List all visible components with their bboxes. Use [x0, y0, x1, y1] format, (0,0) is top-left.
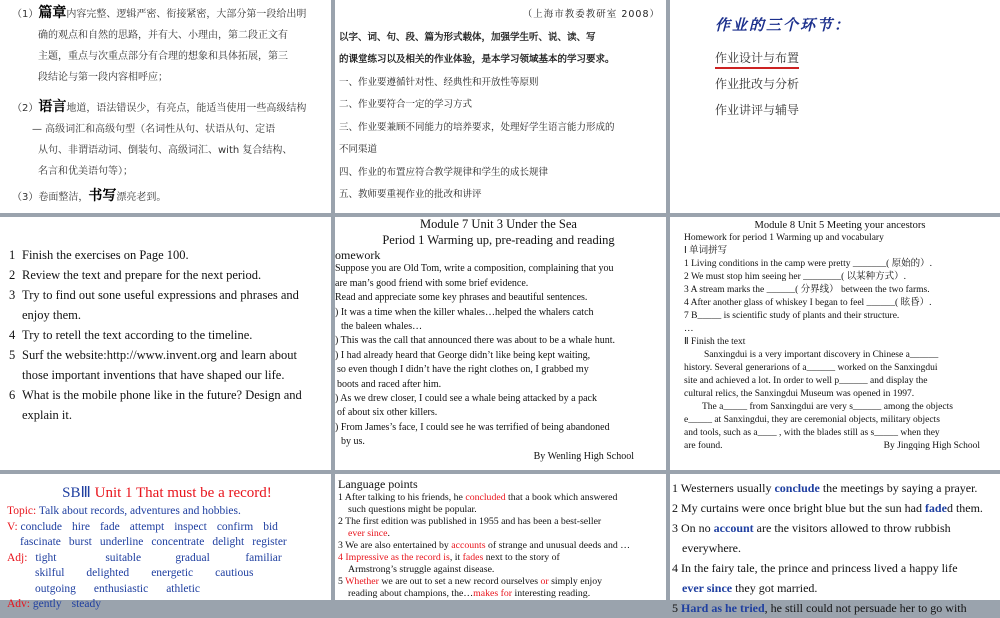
list-item: 2 Review the text and prepare for the next period. [9, 268, 262, 282]
slide-language-points: Language points 1 After talking to his friends, he concluded that a book which answered such questions might be popular. 2 The first edition was published in 1955 and has been a best-seller ever since. 3 We are also entertained by accounts of strange and unusual deeds and … 4 Impressive as the record is, it fades next to the story of Armstrong’s struggle against disease. 5 Whether we are out to set a new record ourselves or simply enjoy reading about champions, the…makes for interesting reading. [335, 474, 666, 600]
criteria-item-2: （2）语言地道，语法错误少，有亮点，能适当使用一些高级结构 [12, 99, 307, 115]
slide-subtitle: Homework for period 1 Warming up and vocabulary [684, 233, 884, 243]
sentence-item: 5 Hard as he tried, he still could not persuade her to go with [672, 601, 967, 615]
exercise-item: 7 B_____ is scientific study of plants and their structure. [684, 311, 900, 321]
stage-item: 作业设计与布置 [715, 45, 1000, 71]
list-item: 6 What is the mobile phone like in the future? Design and explain it. [9, 388, 302, 422]
criteria-item-1: （1）篇章内容完整、逻辑严密、衔接紧密，大部分第一段给出明 [12, 5, 307, 21]
slide-title: Module 7 Unit 3 Under the Sea [420, 217, 577, 231]
sentence-item: 1 Westerners usually conclude the meetings by saying a prayer. [672, 481, 978, 495]
list-item: 4 Try to retell the text according to the timeline. [9, 328, 253, 342]
slide-unit1-vocabulary: SBⅢ Unit 1 That must be a record! Topic: Talk about records, adventures and hobbies. V: conclude hire fade attempt inspect confirm bid fascinate burst underline concentrate delight register Adj: tight suitable gradual familiar skilful delighted energetic cautious outgoing enthusiastic athletic Adv: gently steady [0, 474, 331, 600]
criteria-item-3: （3）卷面整洁，书写漂亮老到。 [12, 188, 167, 204]
exercise-item: 2 We must stop him seeing her ________( 以某种方式）. [684, 272, 907, 282]
school-credit: By Wenling High School [533, 450, 634, 462]
verb-list: V: conclude hire fade attempt inspect confirm bid [7, 520, 278, 533]
slide-homework-principles: （上海市教委教研室 2008） 以字、词、句、段、篇为形式载体，加强学生听、说、读、写 的课堂练习以及相关的作业体验，是本学习领域基本的学习要求。 一、作业要遵循针对性、经典性和开放性等原则 二、作业要符合一定的学习方式 三、作业要兼顾不同能力的培养要求，处理好学生语言能力形成的 不同渠道 四、作业的布置应符合教学规律和学生的成长规律 五、教师要重视作业的批改和讲评 [335, 0, 666, 213]
principle-item: 不同渠道 [339, 144, 378, 155]
slide-three-stages [670, 0, 1000, 213]
stage-item: 作业讲评与辅导 [715, 103, 800, 117]
school-credit: By Jingqing High School [883, 441, 980, 451]
exercise-item: 4 After another glass of whiskey I began to feel ______( 眩昏）. [684, 298, 932, 308]
slide-module8-homework: Module 8 Unit 5 Meeting your ancestors Homework for period 1 Warming up and vocabulary Ⅰ 单词拼写 1 Living conditions in the camp were pretty _______( 原始的）. 2 We must stop him seeing her ________( 以某种方式）. 3 A stream marks the ______( 分界线） between the two farms. 4 After another glass of whiskey I began to feel ______( 眩昏）. 7 B_____ is scientific study of plants and their structure. … Ⅱ Finish the text Sanxingdui is a very important discovery in Chinese a______ history. Several generarions of a______ worked on the Sanxingdui site and achieved a lot. In order to well p______ and display the cultural relics, the Sanxingdui Museum was opened in 1997. The a_____ from Sanxingdui are very s______ among the objects e_____ at Sanxingdui, they are ceremonial objects, military objects and tools, such as a____ , with the blades still as s_____ when they are found. By Jingqing High School [670, 217, 1000, 470]
slide-title: Module 8 Unit 5 Meeting your ancestors [754, 220, 926, 231]
list-item: 1 Finish the exercises on Page 100. [9, 248, 189, 262]
stage-item: 作业批改与分析 [715, 77, 800, 91]
exercise-item: 1 Living conditions in the camp were pretty _______( 原始的）. [684, 259, 933, 269]
adjective-list: Adj: tight suitable gradual familiar [7, 551, 282, 564]
principle-item: 四、作业的布置应符合教学规律和学生的成长规律 [339, 166, 549, 178]
slide-homework-list [0, 217, 331, 470]
list-item: 5 Surf the website:http://www.invent.org and learn about those important inventions that have shaped our life. [9, 348, 297, 382]
exercise-item: 3 A stream marks the ______( 分界线） between the two farms. [684, 285, 930, 295]
slide-title: 作业的三个环节： [715, 16, 852, 34]
slide-module7-homework: Module 7 Unit 3 Under the Sea Period 1 Warming up, pre-reading and reading omework Suppose you are Old Tom, write a composition, complaining that you are man’s good friend with some brief evidence. Read and appreciate some key phrases and beautiful sentences. ) It was a time when the killer whales…helped the whalers catch the baleen whales… ) This was the call that announced there was about to be a whale hunt. ) I had already heard that George didn’t like being kept waiting, so even though I didn’t have the right clothes on, I grabbed my boots and raced after him. ) As we drew closer, I could see a whale being attacked by a pack of about six other killers. ) From James’s face, I could see he was terrified of being abandoned by us. By Wenling High School [335, 217, 666, 470]
principle-item: 一、作业要遵循针对性、经典性和开放性等原则 [339, 76, 539, 88]
list-item: 3 Try to find out sone useful expressions and phrases and enjoy them. [9, 288, 299, 322]
slide-title: Language points [338, 477, 418, 491]
sentence-item: 2 My curtains were once bright blue but the sun had faded them. [672, 501, 983, 515]
slide-composition-criteria: （1）篇章内容完整、逻辑严密、衔接紧密，大部分第一段给出明 确的观点和自然的思路，并有大、小理由，第二段正文有 主题，重点与次重点部分有合理的想象和具体拓展，第三 段结论与第一段内容相呼应； （2）语言地道，语法错误少，有亮点，能适当使用一些高级结构 — 高级词汇和高级句型（名词性从句、状语从句、定语 从句、非谓语动词、倒装句、高级词汇、with 复合结构、 名言和优美语句等）； （3）卷面整洁，书写漂亮老到。 [0, 0, 331, 213]
slide-sentence-practice: 1 Westerners usually conclude the meetings by saying a prayer. 2 My curtains were once bright blue but the sun had faded them. 3 On no account are the visitors allowed to throw rubbish everywhere. 4 In the fairy tale, the prince and princess lived a happy life ever since they got married. 5 Hard as he tried, he still could not persuade her to go with [670, 474, 1000, 600]
slide-title: SBⅢ Unit 1 That must be a record! [62, 485, 272, 501]
sentence-item: 3 On no account are the visitors allowed to throw rubbish [672, 521, 951, 535]
principle-item: 二、作业要符合一定的学习方式 [339, 99, 473, 110]
principle-item: 五、教师要重视作业的批改和讲评 [339, 189, 482, 200]
source-citation: （上海市教委教研室 2008） [522, 9, 660, 20]
sentence-item: 4 In the fairy tale, the prince and princess lived a happy life [672, 561, 958, 575]
slide-subtitle: Period 1 Warming up, pre-reading and reading [382, 232, 615, 247]
principle-item: 三、作业要兼顾不同能力的培养要求，处理好学生语言能力形成的 [339, 121, 615, 133]
